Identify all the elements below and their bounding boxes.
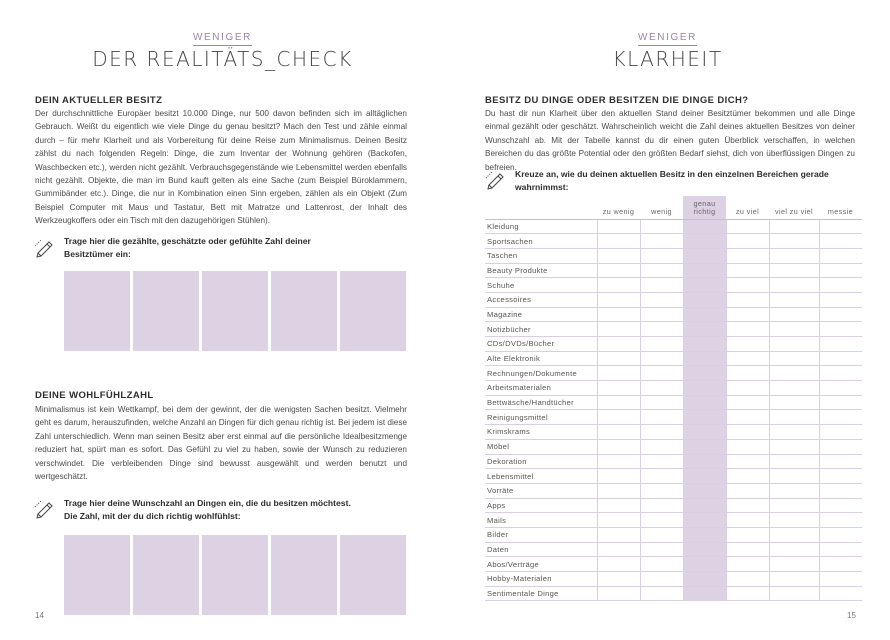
checkbox-cell[interactable]	[769, 586, 819, 601]
checkbox-cell[interactable]	[819, 513, 862, 528]
checkbox-cell[interactable]	[819, 439, 862, 454]
section-text-klarheit: Du hast dir nun Klarheit über den aktuellen Stand deiner Besitztümer bekommen und alle Dinge einmal gezählt oder geschätzt. Wahrscheinlich weicht die Zahl deines aktuellen Besitzes von deiner Wunschzahl ab. Mit der Tabelle kannst du dir einen guten Überblick verschaffen, in welchen Bereichen du das größte Potential oder den größten Bedarf siehst, dich von überflüssigen Dingen zu befreien.	[485, 109, 855, 172]
table-row	[485, 234, 862, 249]
checkbox-cell[interactable]	[640, 469, 683, 484]
checkbox-cell[interactable]	[819, 527, 862, 542]
row-label: Vorräte	[485, 483, 597, 498]
checkbox-cell[interactable]	[683, 248, 726, 263]
checkbox-cell[interactable]	[597, 469, 640, 484]
checkbox-cell[interactable]	[640, 542, 683, 557]
checkbox-cell[interactable]	[819, 483, 862, 498]
table-row	[485, 248, 862, 263]
checkbox-cell[interactable]	[769, 366, 819, 381]
checkbox-cell[interactable]	[726, 454, 769, 469]
row-label: Magazine	[485, 307, 597, 322]
checkbox-cell[interactable]	[726, 483, 769, 498]
checkbox-cell[interactable]	[683, 483, 726, 498]
checkbox-cell[interactable]	[683, 366, 726, 381]
col-header: zu wenig	[597, 196, 640, 219]
checkbox-cell[interactable]	[640, 248, 683, 263]
checkbox-cell[interactable]	[597, 439, 640, 454]
pencil-icon	[485, 168, 507, 190]
checkbox-cell[interactable]	[819, 366, 862, 381]
row-label: Bettwäsche/Handtücher	[485, 395, 597, 410]
checkbox-cell[interactable]	[726, 322, 769, 337]
row-label: Beauty Produkte	[485, 263, 597, 278]
checkbox-cell[interactable]	[769, 351, 819, 366]
number-boxes-current	[64, 271, 406, 351]
table-row	[485, 292, 862, 307]
table-row	[485, 439, 862, 454]
checkbox-cell[interactable]	[819, 572, 862, 587]
row-label: Kleidung	[485, 219, 597, 234]
checkbox-cell[interactable]	[640, 410, 683, 425]
checkbox-cell[interactable]	[726, 572, 769, 587]
table-row	[485, 454, 862, 469]
checkbox-cell[interactable]	[597, 410, 640, 425]
checkbox-cell[interactable]	[769, 322, 819, 337]
col-header: messie	[819, 196, 862, 219]
checkbox-cell[interactable]	[683, 527, 726, 542]
prompt-wunschzahl: Trage hier deine Wunschzahl an Dingen ein, die du besitzen möchtest. Die Zahl, mit der du dich richtig wohlfühlst:	[64, 498, 351, 521]
number-box[interactable]	[202, 271, 268, 351]
row-label: CDs/DVDs/Bücher	[485, 337, 597, 352]
checkbox-cell[interactable]	[769, 542, 819, 557]
checkbox-cell[interactable]	[640, 337, 683, 352]
checkbox-cell[interactable]	[597, 425, 640, 440]
right-page	[445, 0, 890, 640]
checkbox-cell[interactable]	[640, 263, 683, 278]
row-label: Bilder	[485, 527, 597, 542]
checkbox-cell[interactable]	[597, 366, 640, 381]
checkbox-cell[interactable]	[640, 292, 683, 307]
col-header: viel zu viel	[769, 196, 819, 219]
checkbox-cell[interactable]	[769, 337, 819, 352]
page-number-left: 14	[35, 611, 44, 620]
table-row	[485, 278, 862, 293]
checkbox-cell[interactable]	[640, 322, 683, 337]
checkbox-cell[interactable]	[769, 263, 819, 278]
checkbox-cell[interactable]	[726, 469, 769, 484]
number-box[interactable]	[340, 271, 406, 351]
number-boxes-wish	[64, 535, 406, 615]
table-header-empty	[485, 196, 597, 219]
checkbox-cell[interactable]	[769, 307, 819, 322]
row-label: Sentimentale Dinge	[485, 586, 597, 601]
row-label: Taschen	[485, 248, 597, 263]
checkbox-cell[interactable]	[597, 263, 640, 278]
checkbox-cell[interactable]	[597, 542, 640, 557]
table-row	[485, 513, 862, 528]
checkbox-cell[interactable]	[819, 307, 862, 322]
checkbox-cell[interactable]	[726, 351, 769, 366]
kicker-left: WENIGER	[0, 32, 445, 43]
row-label: Notizbücher	[485, 322, 597, 337]
col-header: wenig	[640, 196, 683, 219]
checkbox-cell[interactable]	[726, 542, 769, 557]
checkbox-cell[interactable]	[726, 557, 769, 572]
checkbox-cell[interactable]	[726, 527, 769, 542]
table-row	[485, 498, 862, 513]
table-row	[485, 586, 862, 601]
row-label: Alte Elektronik	[485, 351, 597, 366]
table-row	[485, 469, 862, 484]
checkbox-cell[interactable]	[683, 454, 726, 469]
row-label: Krimskrams	[485, 425, 597, 440]
section-text-besitz: Der durchschnittliche Europäer besitzt 10.000 Dinge, nur 500 davon befinden sich im alltäglichen Gebrauch. Weißt du eigentlich wie viele Dinge du genau besitzt? Mach den Test und zähle einmal durch – für mehr Klarheit und als Vorbereitung für deine Reise zum Minimalismus. Deinen Besitz zählst du nach folgenden Regeln: Dinge, die zum Inventar der Wohnung gehören (Backofen, Waschbecken etc.), werden nicht gezählt. Verbrauchsgegenstände wie Lebensmittel werden ebenfalls nicht gezählt. Objekte, die man im Bund kauft gelten als eine Sache (zum Beispiel Büroklammern, Gummibänder etc.). Dinge, die nur in Kombination einen Sinn ergeben, zählen als ein Objekt (Zum Beispiel Computer mit Maus und Tastatur, Bett mit Matratze und Lattenrost, der Inhalt des Werkzeugkoffers oder ein Tisch mit den dazugehörigen Stühlen).	[35, 109, 407, 226]
row-label: Möbel	[485, 439, 597, 454]
table-row	[485, 263, 862, 278]
checkbox-cell[interactable]	[769, 248, 819, 263]
checkbox-cell[interactable]	[597, 278, 640, 293]
checkbox-cell[interactable]	[640, 454, 683, 469]
table-header-row	[485, 196, 862, 219]
checkbox-cell[interactable]	[640, 498, 683, 513]
checkbox-cell[interactable]	[726, 219, 769, 234]
number-box[interactable]	[202, 535, 268, 615]
number-box[interactable]	[64, 535, 130, 615]
checkbox-cell[interactable]	[769, 469, 819, 484]
kicker-right: WENIGER	[445, 32, 890, 43]
row-label: Hobby-Materialen	[485, 572, 597, 587]
checkbox-cell[interactable]	[769, 278, 819, 293]
row-label: Schuhe	[485, 278, 597, 293]
row-label: Abos/Verträge	[485, 557, 597, 572]
checkbox-cell[interactable]	[819, 410, 862, 425]
checkbox-cell[interactable]	[726, 278, 769, 293]
checkbox-cell[interactable]	[640, 307, 683, 322]
table-row	[485, 557, 862, 572]
checkbox-cell[interactable]	[597, 395, 640, 410]
checkbox-cell[interactable]	[683, 381, 726, 396]
checkbox-cell[interactable]	[819, 395, 862, 410]
table-row	[485, 337, 862, 352]
checkbox-cell[interactable]	[640, 557, 683, 572]
prompt-kreuze: Kreuze an, wie du deinen aktuellen Besitz in den einzelnen Bereichen gerade wahrnimmst:	[515, 169, 829, 192]
checkbox-cell[interactable]	[819, 542, 862, 557]
checkbox-cell[interactable]	[597, 513, 640, 528]
checkbox-cell[interactable]	[683, 542, 726, 557]
checkbox-cell[interactable]	[683, 219, 726, 234]
checkbox-cell[interactable]	[769, 234, 819, 249]
checkbox-cell[interactable]	[683, 278, 726, 293]
checkbox-cell[interactable]	[683, 263, 726, 278]
table-row	[485, 322, 862, 337]
table-body	[485, 219, 862, 601]
checkbox-cell[interactable]	[683, 557, 726, 572]
checkbox-cell[interactable]	[819, 425, 862, 440]
number-box[interactable]	[271, 535, 337, 615]
row-label: Rechnungen/Dokumente	[485, 366, 597, 381]
checkbox-cell[interactable]	[726, 425, 769, 440]
row-label: Reinigungsmittel	[485, 410, 597, 425]
checkbox-cell[interactable]	[597, 586, 640, 601]
checkbox-cell[interactable]	[769, 439, 819, 454]
checkbox-cell[interactable]	[769, 292, 819, 307]
number-box[interactable]	[133, 535, 199, 615]
checkbox-cell[interactable]	[597, 248, 640, 263]
checkbox-cell[interactable]	[819, 498, 862, 513]
checkbox-cell[interactable]	[597, 454, 640, 469]
table-row	[485, 381, 862, 396]
checkbox-cell[interactable]	[640, 219, 683, 234]
checkbox-cell[interactable]	[819, 234, 862, 249]
checkbox-cell[interactable]	[683, 337, 726, 352]
checkbox-cell[interactable]	[819, 322, 862, 337]
checkbox-cell[interactable]	[640, 439, 683, 454]
checkbox-cell[interactable]	[726, 248, 769, 263]
checkbox-cell[interactable]	[769, 572, 819, 587]
title-left: DER REALITÄTS_CHECK	[92, 47, 353, 71]
checkbox-cell[interactable]	[726, 337, 769, 352]
checkbox-cell[interactable]	[769, 498, 819, 513]
checkbox-cell[interactable]	[769, 425, 819, 440]
checkbox-cell[interactable]	[683, 351, 726, 366]
checkbox-cell[interactable]	[597, 322, 640, 337]
table-row	[485, 395, 862, 410]
checkbox-cell[interactable]	[683, 513, 726, 528]
checkbox-cell[interactable]	[640, 425, 683, 440]
checkbox-cell[interactable]	[683, 322, 726, 337]
checkbox-cell[interactable]	[597, 572, 640, 587]
checkbox-cell[interactable]	[819, 586, 862, 601]
checkbox-cell[interactable]	[819, 469, 862, 484]
checkbox-cell[interactable]	[597, 498, 640, 513]
page-number-right: 15	[847, 611, 856, 620]
col-header: zu viel	[726, 196, 769, 219]
checkbox-cell[interactable]	[683, 439, 726, 454]
checkbox-cell[interactable]	[597, 557, 640, 572]
checkbox-cell[interactable]	[726, 366, 769, 381]
checkbox-cell[interactable]	[819, 337, 862, 352]
checkbox-cell[interactable]	[683, 498, 726, 513]
checkbox-cell[interactable]	[683, 234, 726, 249]
title-right: KLARHEIT	[612, 47, 723, 71]
checkbox-cell[interactable]	[769, 219, 819, 234]
row-label: Accessoires	[485, 292, 597, 307]
checkbox-cell[interactable]	[683, 469, 726, 484]
checkbox-cell[interactable]	[726, 439, 769, 454]
checkbox-cell[interactable]	[597, 219, 640, 234]
section-heading-wohlfuehlzahl: DEINE WOHLFÜHLZAHL	[35, 390, 154, 401]
checkbox-cell[interactable]	[819, 351, 862, 366]
checkbox-cell[interactable]	[726, 513, 769, 528]
checkbox-cell[interactable]	[819, 278, 862, 293]
checkbox-cell[interactable]	[726, 410, 769, 425]
table-row	[485, 542, 862, 557]
checkbox-cell[interactable]	[769, 395, 819, 410]
row-label: Lebensmittel	[485, 469, 597, 484]
checkbox-cell[interactable]	[640, 395, 683, 410]
checkbox-cell[interactable]	[683, 572, 726, 587]
checkbox-cell[interactable]	[597, 483, 640, 498]
prompt-zahl: Trage hier die gezählte, geschätzte oder gefühlte Zahl deiner Besitztümer ein:	[64, 236, 311, 259]
checkbox-cell[interactable]	[726, 234, 769, 249]
checkbox-cell[interactable]	[769, 527, 819, 542]
section-heading-besitz: DEIN AKTUELLER BESITZ	[35, 95, 163, 106]
col-header: genau richtig	[683, 196, 726, 219]
checkbox-cell[interactable]	[819, 248, 862, 263]
checkbox-cell[interactable]	[640, 351, 683, 366]
checkbox-cell[interactable]	[683, 395, 726, 410]
checkbox-cell[interactable]	[769, 381, 819, 396]
pencil-icon	[34, 497, 56, 519]
checkbox-cell[interactable]	[769, 483, 819, 498]
checkbox-cell[interactable]	[769, 557, 819, 572]
checkbox-cell[interactable]	[726, 292, 769, 307]
table-row	[485, 483, 862, 498]
checkbox-cell[interactable]	[769, 454, 819, 469]
checkbox-cell[interactable]	[597, 234, 640, 249]
checkbox-cell[interactable]	[597, 381, 640, 396]
checkbox-cell[interactable]	[726, 395, 769, 410]
checkbox-cell[interactable]	[683, 292, 726, 307]
checkbox-cell[interactable]	[683, 410, 726, 425]
checkbox-cell[interactable]	[726, 381, 769, 396]
checkbox-cell[interactable]	[640, 381, 683, 396]
table-row	[485, 351, 862, 366]
checkbox-cell[interactable]	[726, 498, 769, 513]
checkbox-cell[interactable]	[597, 292, 640, 307]
table-row	[485, 527, 862, 542]
row-label: Sportsachen	[485, 234, 597, 249]
table-row	[485, 410, 862, 425]
table-row	[485, 307, 862, 322]
checkbox-cell[interactable]	[819, 292, 862, 307]
row-label: Daten	[485, 542, 597, 557]
checkbox-cell[interactable]	[726, 307, 769, 322]
checkbox-cell[interactable]	[597, 527, 640, 542]
section-text-wohlfuehlzahl: Minimalismus ist kein Wettkampf, bei dem der gewinnt, der die wenigsten Sachen besitzt. Vielmehr geht es darum, herauszufinden, welche Anzahl an Dingen für dich genau richtig ist. Bei jedem ist diese Zahl unterschiedlich. Wenn man seinen Besitz aber erst einmal auf die persönliche Idealbesitzmenge reduziert hat, spürt man es sofort. Das Gefühl zu viel zu haben, sowie der Wunsch zu reduzieren verschwindet. Die verbleibenden Dinge sind bewusst ausgewählt und werden benutzt und wertgeschätzt.	[35, 405, 407, 482]
section-heading-klarheit: BESITZ DU DINGE ODER BESITZEN DIE DINGE DICH?	[485, 95, 749, 106]
number-box[interactable]	[271, 271, 337, 351]
checkbox-cell[interactable]	[597, 307, 640, 322]
row-label: Apps	[485, 498, 597, 513]
checkbox-cell[interactable]	[726, 586, 769, 601]
checkbox-cell[interactable]	[819, 263, 862, 278]
number-box[interactable]	[340, 535, 406, 615]
checkbox-cell[interactable]	[819, 557, 862, 572]
checkbox-cell[interactable]	[640, 278, 683, 293]
checkbox-cell[interactable]	[683, 307, 726, 322]
checkbox-cell[interactable]	[640, 527, 683, 542]
table-row	[485, 219, 862, 234]
pencil-icon	[34, 236, 56, 258]
checkbox-cell[interactable]	[640, 586, 683, 601]
checkbox-cell[interactable]	[597, 337, 640, 352]
checkbox-cell[interactable]	[769, 410, 819, 425]
checkbox-cell[interactable]	[640, 513, 683, 528]
besitz-table	[485, 196, 862, 601]
table-row	[485, 572, 862, 587]
checkbox-cell[interactable]	[726, 263, 769, 278]
row-label: Mails	[485, 513, 597, 528]
table-row	[485, 425, 862, 440]
checkbox-cell[interactable]	[769, 513, 819, 528]
table-row	[485, 366, 862, 381]
checkbox-cell[interactable]	[640, 366, 683, 381]
checkbox-cell[interactable]	[640, 483, 683, 498]
checkbox-cell[interactable]	[683, 586, 726, 601]
checkbox-cell[interactable]	[683, 425, 726, 440]
checkbox-cell[interactable]	[819, 454, 862, 469]
checkbox-cell[interactable]	[597, 351, 640, 366]
checkbox-cell[interactable]	[640, 234, 683, 249]
number-box[interactable]	[133, 271, 199, 351]
number-box[interactable]	[64, 271, 130, 351]
checkbox-cell[interactable]	[819, 381, 862, 396]
checkbox-cell[interactable]	[819, 219, 862, 234]
row-label: Arbeitsmaterialen	[485, 381, 597, 396]
row-label: Dekoration	[485, 454, 597, 469]
checkbox-cell[interactable]	[640, 572, 683, 587]
